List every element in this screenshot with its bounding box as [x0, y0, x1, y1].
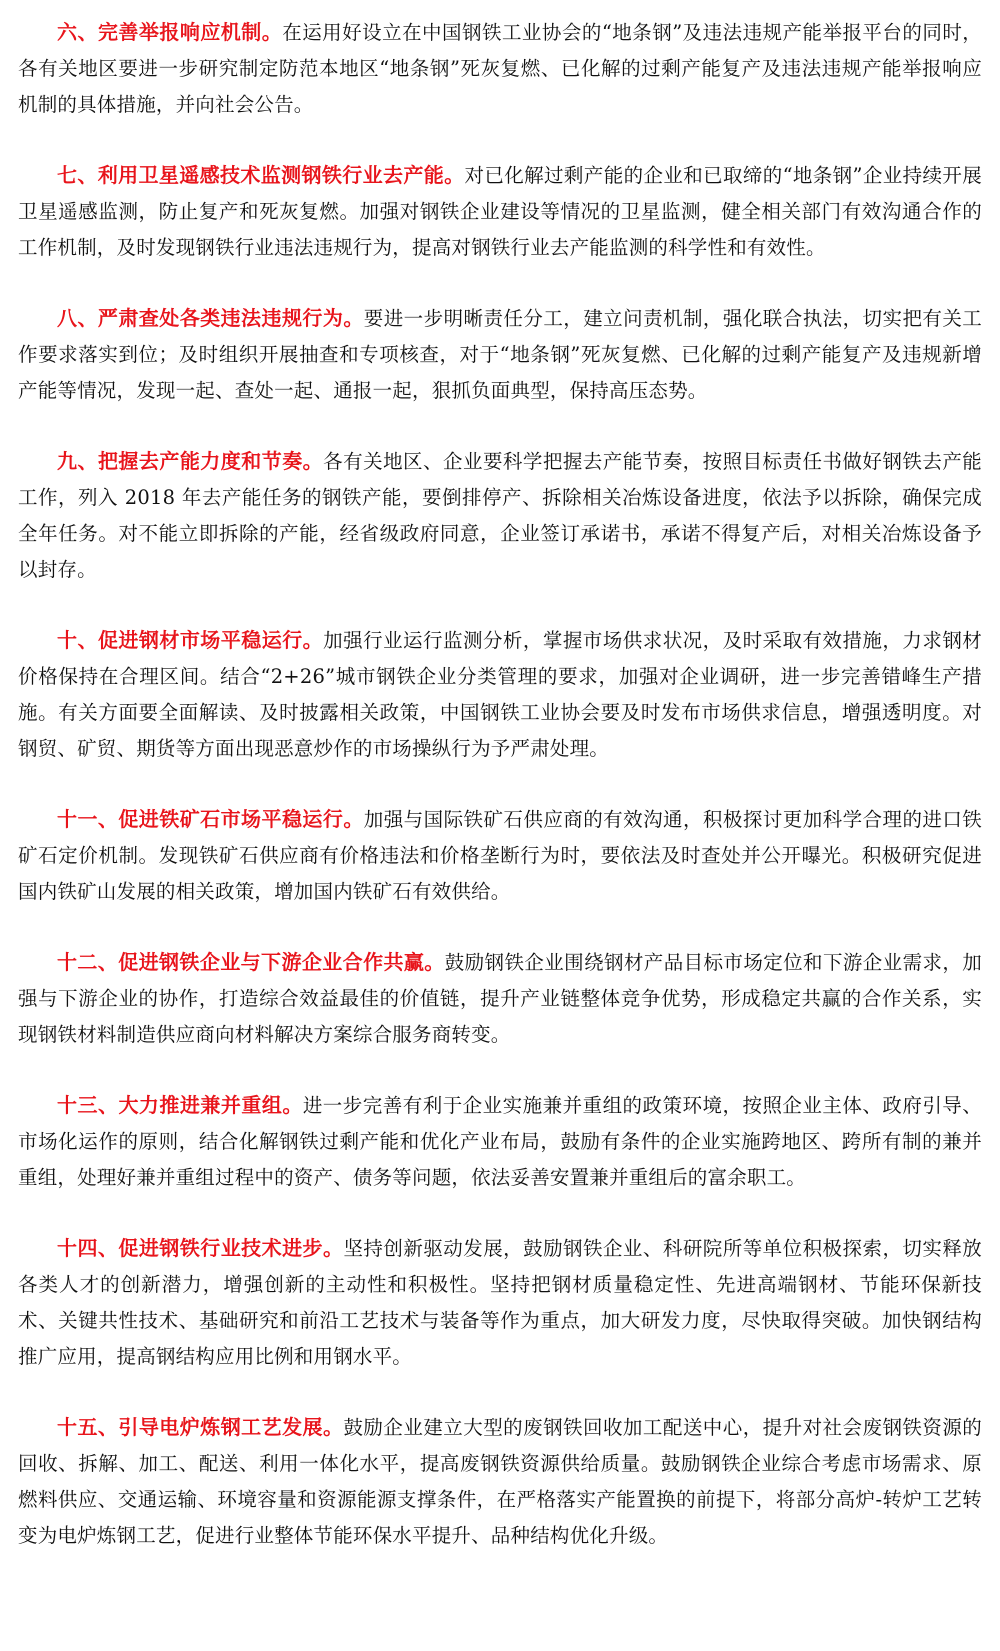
section-body: 鼓励企业建立大型的废钢铁回收加工配送中心，提升对社会废钢铁资源的回收、拆解、加工、配送、利用一体化水平，提高废钢铁资源供给质量。鼓励钢铁企业综合考虑市场需求、原燃料供应、交通运输、环境容量和资源能源支撑条件，在严格落实产能置换的前提下，将部分高炉-转炉工艺转变为电炉炼钢工艺，促进行业整体节能环保水平提升、品种结构优化升级。: [18, 1416, 982, 1547]
section-body: 进一步完善有利于企业实施兼并重组的政策环境，按照企业主体、政府引导、市场化运作的原则，结合化解钢铁过剩产能和优化产业布局，鼓励有条件的企业实施跨地区、跨所有制的兼并重组，处理好兼并重组过程中的资产、债务等问题，依法妥善安置兼并重组后的富余职工。: [18, 1094, 982, 1189]
section-body: 各有关地区、企业要科学把握去产能节奏，按照目标责任书做好钢铁去产能工作，列入 2018 年去产能任务的钢铁产能，要倒排停产、拆除相关冶炼设备进度，依法予以拆除，确保完成全年任务。对不能立即拆除的产能，经省级政府同意，企业签订承诺书，承诺不得复产后，对相关冶炼设备予以封存。: [18, 450, 982, 581]
section-13: [18, 1087, 982, 1196]
section-10: [18, 622, 982, 767]
section-heading: 十四、促进钢铁行业技术进步。: [57, 1236, 344, 1260]
section-8: [18, 300, 982, 409]
section-heading: 十三、大力推进兼并重组。: [57, 1093, 303, 1117]
section-9: [18, 443, 982, 588]
section-heading: 十二、促进钢铁企业与下游企业合作共赢。: [57, 950, 445, 974]
section-heading: 十五、引导电炉炼钢工艺发展。: [57, 1415, 344, 1439]
section-heading: 十、促进钢材市场平稳运行。: [57, 628, 324, 652]
section-body: 在运用好设立在中国钢铁工业协会的“地条钢”及违法违规产能举报平台的同时，各有关地区要进一步研究制定防范本地区“地条钢”死灰复燃、已化解的过剩产能复产及违法违规产能举报响应机制的具体措施，并向社会公告。: [18, 21, 983, 116]
section-body: 对已化解过剩产能的企业和已取缔的“地条钢”企业持续开展卫星遥感监测，防止复产和死灰复燃。加强对钢铁企业建设等情况的卫星监测，健全相关部门有效沟通合作的工作机制，及时发现钢铁行业违法违规行为，提高对钢铁行业去产能监测的科学性和有效性。: [18, 164, 982, 259]
section-7: [18, 157, 982, 266]
section-heading: 九、把握去产能力度和节奏。: [57, 449, 324, 473]
section-6: [18, 14, 982, 123]
section-heading: 八、严肃查处各类违法违规行为。: [57, 306, 364, 330]
section-12: [18, 944, 982, 1053]
section-body: 要进一步明晰责任分工，建立问责机制，强化联合执法，切实把有关工作要求落实到位；及时组织开展抽查和专项核查，对于“地条钢”死灰复燃、已化解的过剩产能复产及违规新增产能等情况，发现一起、查处一起、通报一起，狠抓负面典型，保持高压态势。: [18, 307, 982, 402]
section-heading: 十一、促进铁矿石市场平稳运行。: [57, 807, 364, 831]
section-15: [18, 1409, 982, 1554]
section-body: 加强行业运行监测分析，掌握市场供求状况，及时采取有效措施，力求钢材价格保持在合理区间。结合“2+26”城市钢铁企业分类管理的要求，加强对企业调研，进一步完善错峰生产措施。有关方面要全面解读、及时披露相关政策，中国钢铁工业协会要及时发布市场供求信息，增强透明度。对钢贸、矿贸、期货等方面出现恶意炒作的市场操纵行为予严肃处理。: [18, 629, 982, 760]
section-heading: 七、利用卫星遥感技术监测钢铁行业去产能。: [57, 163, 465, 187]
section-body: 鼓励钢铁企业围绕钢材产品目标市场定位和下游企业需求，加强与下游企业的协作，打造综合效益最佳的价值链，提升产业链整体竞争优势，形成稳定共赢的合作关系，实现钢铁材料制造供应商向材料解决方案综合服务商转变。: [18, 951, 982, 1046]
section-body: 加强与国际铁矿石供应商的有效沟通，积极探讨更加科学合理的进口铁矿石定价机制。发现铁矿石供应商有价格违法和价格垄断行为时，要依法及时查处并公开曝光。积极研究促进国内铁矿山发展的相关政策，增加国内铁矿石有效供给。: [18, 808, 982, 903]
section-11: [18, 801, 982, 910]
section-heading: 六、完善举报响应机制。: [57, 20, 283, 44]
section-body: 坚持创新驱动发展，鼓励钢铁企业、科研院所等单位积极探索，切实释放各类人才的创新潜力，增强创新的主动性和积极性。坚持把钢材质量稳定性、先进高端钢材、节能环保新技术、关键共性技术、基础研究和前沿工艺技术与装备等作为重点，加大研发力度，尽快取得突破。加快钢结构推广应用，提高钢结构应用比例和用钢水平。: [18, 1237, 982, 1368]
section-14: [18, 1230, 982, 1375]
